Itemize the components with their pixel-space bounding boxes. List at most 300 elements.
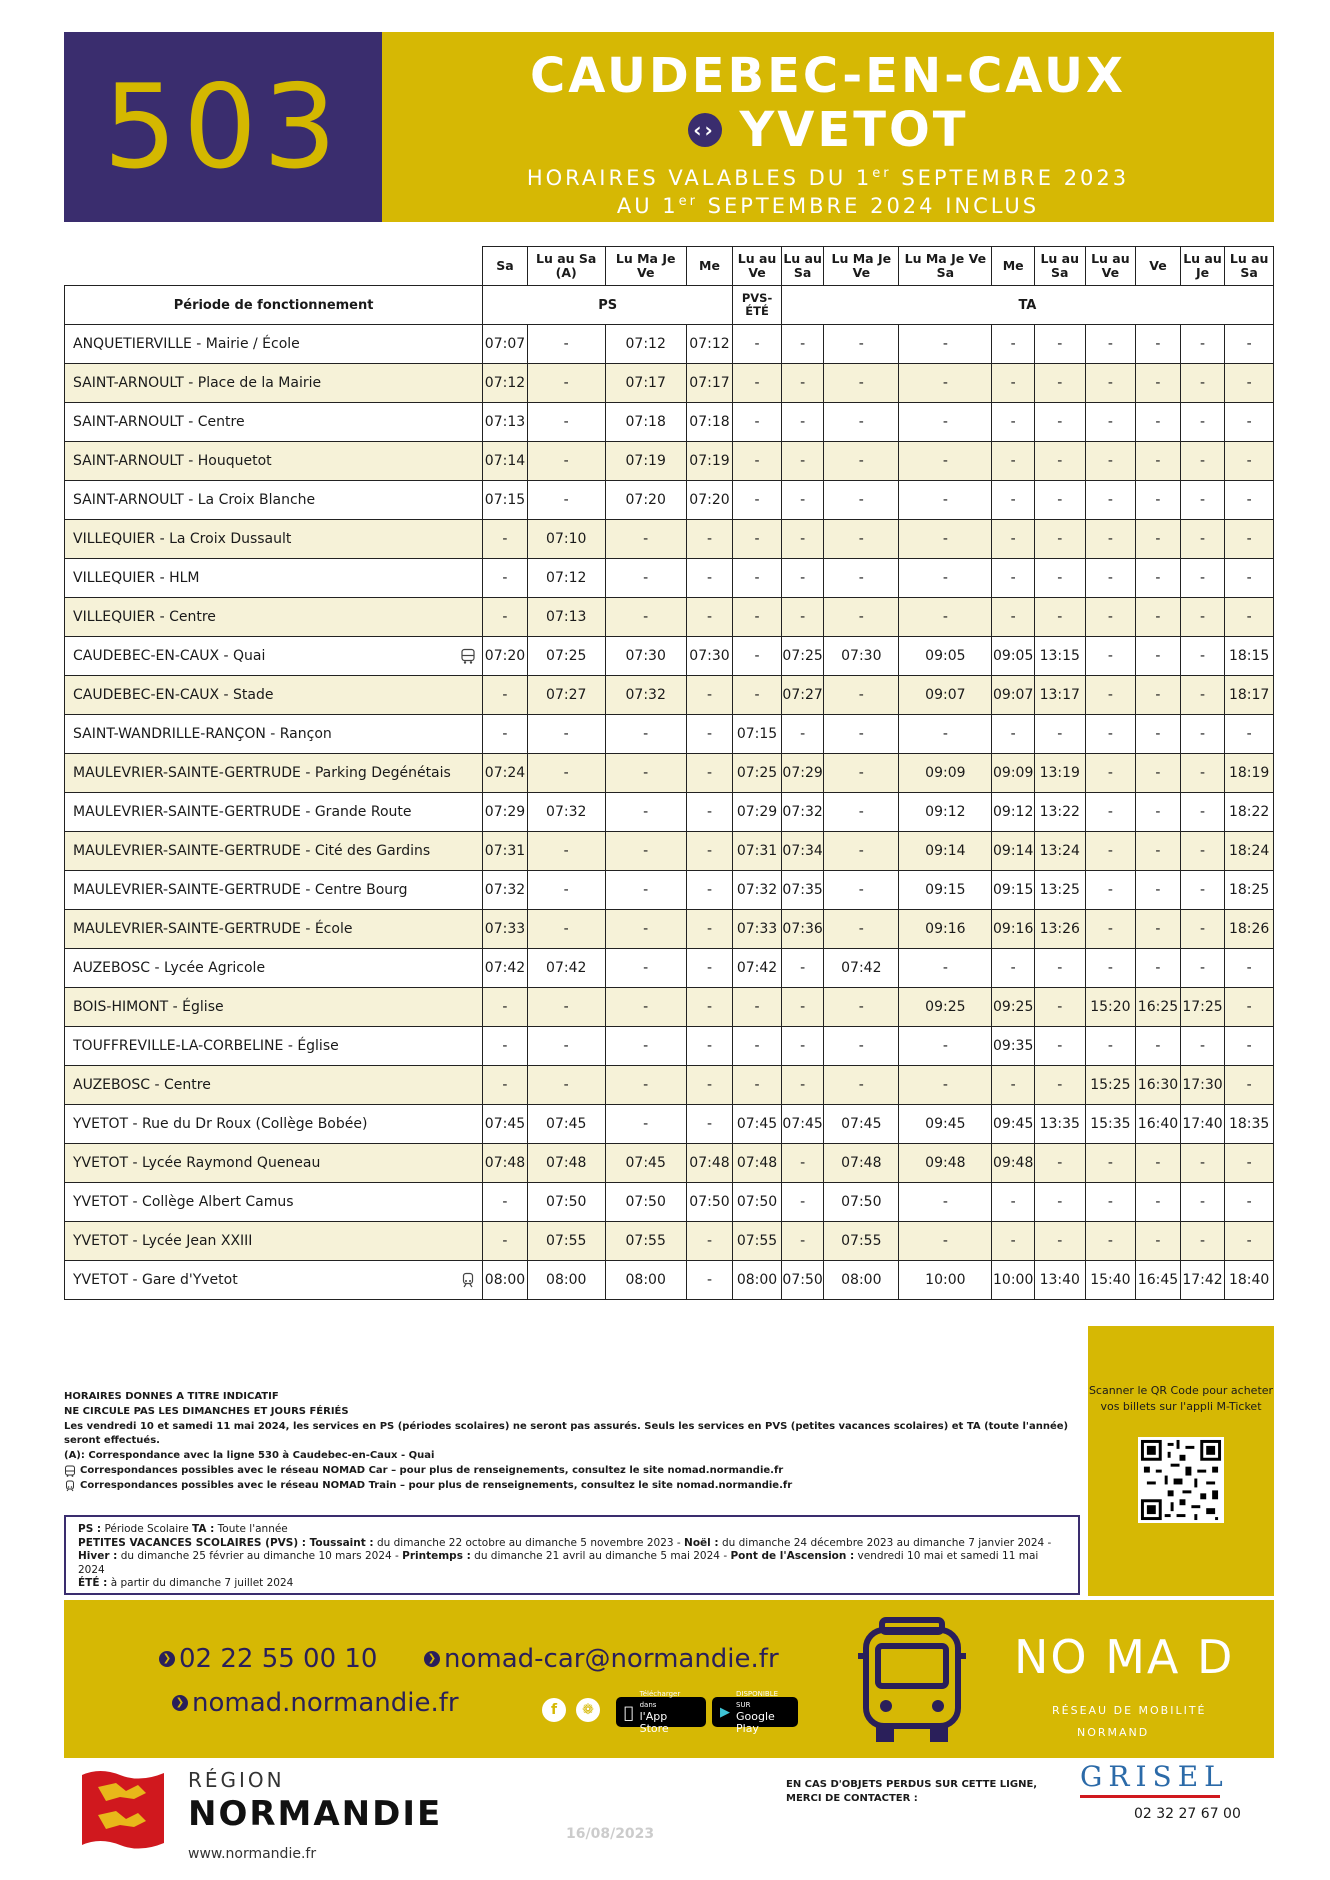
day-header: Ve — [1136, 247, 1181, 286]
stop-name-text: SAINT-ARNOULT - Houquetot — [73, 453, 272, 469]
table-row — [65, 1183, 1274, 1222]
bus-icon — [64, 1465, 76, 1477]
day-header: Lu Ma Je Ve Sa — [899, 247, 992, 286]
time-cell: - — [527, 442, 605, 481]
time-cell: 15:20 — [1085, 988, 1136, 1027]
time-cell: 16:40 — [1136, 1105, 1181, 1144]
day-header: Lu au Sa (A) — [527, 247, 605, 286]
time-cell: - — [781, 1222, 824, 1261]
stop-name — [65, 520, 483, 559]
time-cell: 09:14 — [992, 832, 1035, 871]
time-cell: - — [1136, 715, 1181, 754]
time-cell: - — [1136, 949, 1181, 988]
table-row — [65, 403, 1274, 442]
email-link[interactable]: ❯ nomad-car@normandie.fr — [424, 1644, 779, 1674]
time-cell: - — [1034, 325, 1085, 364]
time-cell: 07:45 — [605, 1144, 686, 1183]
time-cell: 07:27 — [527, 676, 605, 715]
time-cell: 07:48 — [733, 1144, 782, 1183]
day-header: Sa — [483, 247, 528, 286]
time-cell: 09:09 — [992, 754, 1035, 793]
time-cell: 07:32 — [733, 871, 782, 910]
time-cell: - — [992, 1183, 1035, 1222]
time-cell: - — [992, 364, 1035, 403]
time-cell: - — [1085, 715, 1136, 754]
lost-objects-notice: EN CAS D'OBJETS PERDUS SUR CETTE LIGNE, MERCI DE CONTACTER : — [786, 1779, 1038, 1804]
time-cell: - — [1180, 637, 1225, 676]
time-cell: - — [1034, 1027, 1085, 1066]
time-cell: - — [1034, 949, 1085, 988]
time-cell: - — [1085, 598, 1136, 637]
note-bus-connection: Correspondances possibles avec le réseau NOMAD Car – pour plus de renseignements, consultez le site nomad.normandie.fr — [64, 1464, 1084, 1478]
time-cell: - — [686, 910, 733, 949]
time-cell: 07:45 — [527, 1105, 605, 1144]
time-cell: - — [733, 676, 782, 715]
time-cell: - — [527, 871, 605, 910]
time-cell: 13:19 — [1034, 754, 1085, 793]
time-cell: - — [733, 988, 782, 1027]
time-cell: - — [1225, 1144, 1274, 1183]
bus-connection-icon — [460, 648, 476, 664]
table-row — [65, 559, 1274, 598]
time-cell: 07:20 — [483, 637, 528, 676]
time-cell: - — [824, 598, 899, 637]
time-cell: - — [605, 832, 686, 871]
google-play-badge[interactable]: ▶ DISPONIBLE SUR Google Play — [712, 1697, 798, 1727]
time-cell: - — [824, 481, 899, 520]
time-cell: - — [1034, 364, 1085, 403]
stop-name-text: SAINT-ARNOULT - Place de la Mairie — [73, 375, 322, 391]
nomad-tagline: RÉSEAU DE MOBILITÉ — [1052, 1704, 1207, 1717]
time-cell: 09:45 — [899, 1105, 992, 1144]
stop-name — [65, 910, 483, 949]
time-cell: - — [1180, 403, 1225, 442]
time-cell: 07:55 — [527, 1222, 605, 1261]
time-cell: - — [1180, 1144, 1225, 1183]
day-header: Me — [686, 247, 733, 286]
time-cell: 09:35 — [992, 1027, 1035, 1066]
qr-caption: Scanner le QR Code pour acheter vos billets sur l'appli M-Ticket — [1088, 1384, 1274, 1413]
line-number: 503 — [64, 32, 382, 222]
time-cell: 07:55 — [733, 1222, 782, 1261]
time-cell: - — [686, 1105, 733, 1144]
time-cell: 09:48 — [899, 1144, 992, 1183]
time-cell: 07:30 — [686, 637, 733, 676]
time-cell: - — [733, 520, 782, 559]
time-cell: 07:07 — [483, 325, 528, 364]
stop-name — [65, 949, 483, 988]
table-row — [65, 325, 1274, 364]
time-cell: 13:17 — [1034, 676, 1085, 715]
time-cell: 07:32 — [527, 793, 605, 832]
time-cell: 16:30 — [1136, 1066, 1181, 1105]
time-cell: 17:42 — [1180, 1261, 1225, 1300]
time-cell: - — [605, 715, 686, 754]
table-row — [65, 910, 1274, 949]
time-cell: 07:36 — [781, 910, 824, 949]
time-cell: 07:25 — [733, 754, 782, 793]
time-cell: - — [824, 910, 899, 949]
time-cell: - — [1225, 325, 1274, 364]
time-cell: - — [1225, 1066, 1274, 1105]
time-cell: 09:15 — [899, 871, 992, 910]
table-row — [65, 481, 1274, 520]
time-cell: - — [733, 442, 782, 481]
time-cell: - — [992, 715, 1035, 754]
time-cell: - — [686, 559, 733, 598]
chevron-right-icon: ❯ — [424, 1651, 440, 1667]
time-cell: 07:20 — [686, 481, 733, 520]
grisel-logo-underline — [1080, 1795, 1220, 1798]
time-cell: 15:25 — [1085, 1066, 1136, 1105]
website-link[interactable]: ❯ nomad.normandie.fr — [172, 1688, 459, 1718]
validity-dates: HORAIRES VALABLES DU 1er SEPTEMBRE 2023 AU 1er SEPTEMBRE 2024 INCLUS — [526, 166, 1130, 218]
time-cell: 09:25 — [899, 988, 992, 1027]
time-cell: - — [483, 676, 528, 715]
period-row — [65, 286, 1274, 325]
time-cell: 10:00 — [899, 1261, 992, 1300]
time-cell: - — [992, 1222, 1035, 1261]
time-cell: 07:42 — [483, 949, 528, 988]
time-cell: - — [1180, 559, 1225, 598]
time-cell: - — [992, 1066, 1035, 1105]
time-cell: - — [1136, 520, 1181, 559]
time-cell: - — [1180, 715, 1225, 754]
time-cell: - — [1180, 1222, 1225, 1261]
time-cell: - — [1225, 598, 1274, 637]
grisel-logo: GRISEL — [1080, 1760, 1229, 1793]
day-header-row — [65, 247, 1274, 286]
time-cell: - — [1136, 676, 1181, 715]
time-cell: 07:12 — [527, 559, 605, 598]
time-cell: - — [899, 481, 992, 520]
time-cell: - — [527, 403, 605, 442]
time-cell: - — [1180, 793, 1225, 832]
time-cell: - — [824, 676, 899, 715]
apple-icon — [624, 1707, 634, 1718]
period-cell: PS — [483, 286, 733, 325]
time-cell: 07:25 — [527, 637, 605, 676]
time-cell: 07:18 — [605, 403, 686, 442]
time-cell: - — [781, 1183, 824, 1222]
table-row — [65, 1144, 1274, 1183]
time-cell: - — [899, 1066, 992, 1105]
time-cell: 09:07 — [899, 676, 992, 715]
time-cell: - — [527, 910, 605, 949]
stop-name — [65, 1066, 483, 1105]
time-cell: - — [527, 364, 605, 403]
time-cell: 07:30 — [824, 637, 899, 676]
time-cell: - — [1034, 442, 1085, 481]
stop-name — [65, 637, 483, 676]
time-cell: 18:25 — [1225, 871, 1274, 910]
time-cell: - — [1136, 637, 1181, 676]
time-cell: 09:12 — [992, 793, 1035, 832]
normandie-flag-logo — [80, 1765, 166, 1857]
time-cell: - — [992, 481, 1035, 520]
time-cell: 07:50 — [824, 1183, 899, 1222]
time-cell: - — [733, 637, 782, 676]
stop-name — [65, 1222, 483, 1261]
day-header: Lu Ma Je Ve — [824, 247, 899, 286]
time-cell: - — [1180, 442, 1225, 481]
time-cell: - — [527, 754, 605, 793]
train-connection-icon — [460, 1272, 476, 1288]
time-cell: - — [686, 1222, 733, 1261]
time-cell: 07:27 — [781, 676, 824, 715]
time-cell: 10:00 — [992, 1261, 1035, 1300]
time-cell: - — [686, 832, 733, 871]
time-cell: 07:17 — [686, 364, 733, 403]
stop-name — [65, 988, 483, 1027]
stop-name — [65, 442, 483, 481]
time-cell: - — [1136, 832, 1181, 871]
time-cell: - — [483, 1222, 528, 1261]
time-cell: - — [605, 910, 686, 949]
time-cell: - — [992, 520, 1035, 559]
stop-name — [65, 1105, 483, 1144]
time-cell: 07:18 — [686, 403, 733, 442]
time-cell: 13:35 — [1034, 1105, 1085, 1144]
day-header: Lu au Ve — [1085, 247, 1136, 286]
time-cell: - — [733, 481, 782, 520]
time-cell: 09:14 — [899, 832, 992, 871]
play-icon: ▶ — [720, 1704, 730, 1720]
time-cell: - — [992, 325, 1035, 364]
time-cell: - — [686, 598, 733, 637]
table-row — [65, 442, 1274, 481]
time-cell: - — [1136, 793, 1181, 832]
time-cell: - — [1085, 793, 1136, 832]
time-cell: 16:45 — [1136, 1261, 1181, 1300]
time-cell: - — [686, 715, 733, 754]
time-cell: - — [1136, 364, 1181, 403]
time-cell: - — [899, 325, 992, 364]
time-cell: 07:42 — [824, 949, 899, 988]
time-cell: - — [1085, 832, 1136, 871]
table-row — [65, 832, 1274, 871]
time-cell: 13:40 — [1034, 1261, 1085, 1300]
time-cell: 18:26 — [1225, 910, 1274, 949]
time-cell: 09:09 — [899, 754, 992, 793]
time-cell: - — [992, 442, 1035, 481]
stop-name-text: AUZEBOSC - Lycée Agricole — [73, 960, 266, 976]
time-cell: - — [605, 1027, 686, 1066]
time-cell: 07:20 — [605, 481, 686, 520]
time-cell: - — [1225, 715, 1274, 754]
stop-name — [65, 559, 483, 598]
stop-name-text: SAINT-WANDRILLE-RANÇON - Rançon — [73, 726, 332, 742]
time-cell: - — [686, 793, 733, 832]
twitter-icon[interactable]: ❁ — [576, 1698, 600, 1722]
time-cell: - — [483, 520, 528, 559]
phone[interactable]: ❯ 02 22 55 00 10 — [159, 1644, 377, 1674]
time-cell: 07:30 — [605, 637, 686, 676]
time-cell: - — [1034, 715, 1085, 754]
period-legend: PS : Période Scolaire TA : Toute l'année PETITES VACANCES SCOLAIRES (PVS) : Toussaint : du dimanche 22 octobre au dimanche 5 novembre 2023 - Noël : du dimanche 24 décembre 2023 au dimanche 7 janvier 2024 - Hiver : du dimanche 25 février au dimanche 10 mars 2024 - Printemps : du dimanche 21 avril au dimanche 5 mai 2024 - Pont de l'Ascension : vendredi 10 mai et samedi 11 mai 2024 ÉTÉ : à partir du dimanche 7 juillet 2024 — [64, 1515, 1080, 1595]
time-cell: 07:32 — [483, 871, 528, 910]
time-cell: - — [527, 325, 605, 364]
time-cell: - — [1180, 598, 1225, 637]
time-cell: - — [824, 559, 899, 598]
time-cell: - — [1225, 403, 1274, 442]
time-cell: - — [899, 715, 992, 754]
time-cell: 07:35 — [781, 871, 824, 910]
notes — [64, 1390, 1084, 1494]
stop-name-text: YVETOT - Collège Albert Camus — [73, 1194, 294, 1210]
time-cell: - — [483, 598, 528, 637]
time-cell: - — [686, 676, 733, 715]
time-cell: - — [1180, 949, 1225, 988]
stop-name — [65, 403, 483, 442]
table-row — [65, 1105, 1274, 1144]
note-train-connection: Correspondances possibles avec le réseau NOMAD Train – pour plus de renseignements, consultez le site nomad.normandie.fr — [64, 1479, 1084, 1493]
stop-name — [65, 1183, 483, 1222]
time-cell: - — [1136, 1183, 1181, 1222]
time-cell: - — [483, 1027, 528, 1066]
app-store-badge[interactable]: Télécharger dans l'App Store — [616, 1697, 706, 1727]
table-row — [65, 520, 1274, 559]
time-cell: 07:50 — [605, 1183, 686, 1222]
time-cell: - — [824, 715, 899, 754]
time-cell: 07:24 — [483, 754, 528, 793]
time-cell: 07:32 — [605, 676, 686, 715]
time-cell: - — [1136, 871, 1181, 910]
period-cell: TA — [781, 286, 1273, 325]
stop-name-text: MAULEVRIER-SAINTE-GERTRUDE - Cité des Gardins — [73, 843, 431, 859]
chevron-right-icon: ❯ — [172, 1695, 188, 1711]
table-row — [65, 598, 1274, 637]
nomad-tagline-2: NORMAND — [1077, 1726, 1150, 1739]
time-cell: - — [686, 1066, 733, 1105]
time-cell: - — [824, 403, 899, 442]
time-cell: - — [605, 1105, 686, 1144]
time-cell: - — [605, 793, 686, 832]
stop-name-text: SAINT-ARNOULT - Centre — [73, 414, 245, 430]
time-cell: - — [1085, 910, 1136, 949]
time-cell: - — [1180, 325, 1225, 364]
time-cell: 09:05 — [992, 637, 1035, 676]
time-cell: - — [992, 559, 1035, 598]
time-cell: 07:13 — [527, 598, 605, 637]
print-date: 16/08/2023 — [566, 1826, 655, 1842]
region-website[interactable]: www.normandie.fr — [188, 1846, 317, 1862]
time-cell: - — [781, 442, 824, 481]
time-cell: 09:16 — [899, 910, 992, 949]
time-cell: - — [527, 988, 605, 1027]
time-cell: - — [824, 871, 899, 910]
time-cell: - — [733, 325, 782, 364]
time-cell: - — [1085, 403, 1136, 442]
time-cell: - — [992, 403, 1035, 442]
title-origin: CAUDEBEC-EN-CAUX — [530, 48, 1126, 104]
time-cell: - — [1180, 1027, 1225, 1066]
time-cell: 07:45 — [733, 1105, 782, 1144]
time-cell: - — [781, 1027, 824, 1066]
time-cell: - — [733, 598, 782, 637]
operator-phone[interactable]: 02 32 27 67 00 — [1134, 1806, 1241, 1822]
time-cell: 18:35 — [1225, 1105, 1274, 1144]
stop-name — [65, 598, 483, 637]
time-cell: - — [781, 988, 824, 1027]
time-cell: - — [1085, 754, 1136, 793]
time-cell: - — [781, 1066, 824, 1105]
note-connection-530: (A): Correspondance avec la ligne 530 à Caudebec-en-Caux - Quai — [64, 1450, 435, 1461]
time-cell: - — [1136, 442, 1181, 481]
table-row — [65, 364, 1274, 403]
time-cell: 18:24 — [1225, 832, 1274, 871]
stop-name-text: BOIS-HIMONT - Église — [73, 999, 224, 1015]
time-cell: 13:24 — [1034, 832, 1085, 871]
time-cell: - — [899, 559, 992, 598]
table-row — [65, 715, 1274, 754]
time-cell: 07:34 — [781, 832, 824, 871]
time-cell: - — [1225, 1222, 1274, 1261]
time-cell: - — [605, 871, 686, 910]
time-cell: - — [1085, 1144, 1136, 1183]
stop-name-text: TOUFFREVILLE-LA-CORBELINE - Église — [73, 1038, 339, 1054]
time-cell: 09:45 — [992, 1105, 1035, 1144]
time-cell: - — [605, 754, 686, 793]
time-cell: 07:50 — [781, 1261, 824, 1300]
time-cell: - — [1225, 1183, 1274, 1222]
stop-name-text: MAULEVRIER-SAINTE-GERTRUDE - École — [73, 921, 353, 937]
time-cell: 09:16 — [992, 910, 1035, 949]
time-cell: - — [686, 871, 733, 910]
stop-name-text: MAULEVRIER-SAINTE-GERTRUDE - Grande Route — [73, 804, 412, 820]
time-cell: 07:45 — [824, 1105, 899, 1144]
time-cell: 07:33 — [733, 910, 782, 949]
time-cell: 07:31 — [733, 832, 782, 871]
time-cell: - — [1136, 910, 1181, 949]
stop-name-text: MAULEVRIER-SAINTE-GERTRUDE - Centre Bourg — [73, 882, 408, 898]
time-cell: - — [605, 988, 686, 1027]
bus-front-icon — [856, 1616, 968, 1748]
time-cell: 08:00 — [733, 1261, 782, 1300]
time-cell: - — [899, 364, 992, 403]
table-row — [65, 1222, 1274, 1261]
stop-name-text: YVETOT - Lycée Raymond Queneau — [73, 1155, 321, 1171]
time-cell: - — [1180, 910, 1225, 949]
time-cell: - — [1085, 442, 1136, 481]
day-header: Lu au Sa — [781, 247, 824, 286]
time-cell: 07:45 — [483, 1105, 528, 1144]
time-cell: - — [1034, 1183, 1085, 1222]
time-cell: - — [1225, 520, 1274, 559]
time-cell: 07:29 — [733, 793, 782, 832]
note-no-sunday: NE CIRCULE PAS LES DIMANCHES ET JOURS FÉRIÉS — [64, 1406, 349, 1417]
time-cell: - — [1085, 637, 1136, 676]
time-cell: 09:25 — [992, 988, 1035, 1027]
time-cell: - — [781, 481, 824, 520]
time-cell: - — [1034, 559, 1085, 598]
qr-code[interactable] — [1138, 1437, 1224, 1523]
stop-name — [65, 1261, 483, 1300]
facebook-icon[interactable]: f — [542, 1698, 566, 1722]
time-cell: - — [1136, 1144, 1181, 1183]
time-cell: - — [824, 1027, 899, 1066]
time-cell: 18:17 — [1225, 676, 1274, 715]
time-cell: 17:25 — [1180, 988, 1225, 1027]
time-cell: - — [605, 949, 686, 988]
time-cell: - — [824, 832, 899, 871]
stop-name — [65, 832, 483, 871]
time-cell: - — [1180, 676, 1225, 715]
table-row — [65, 1066, 1274, 1105]
stop-name — [65, 676, 483, 715]
time-cell: 13:25 — [1034, 871, 1085, 910]
time-cell: 17:30 — [1180, 1066, 1225, 1105]
